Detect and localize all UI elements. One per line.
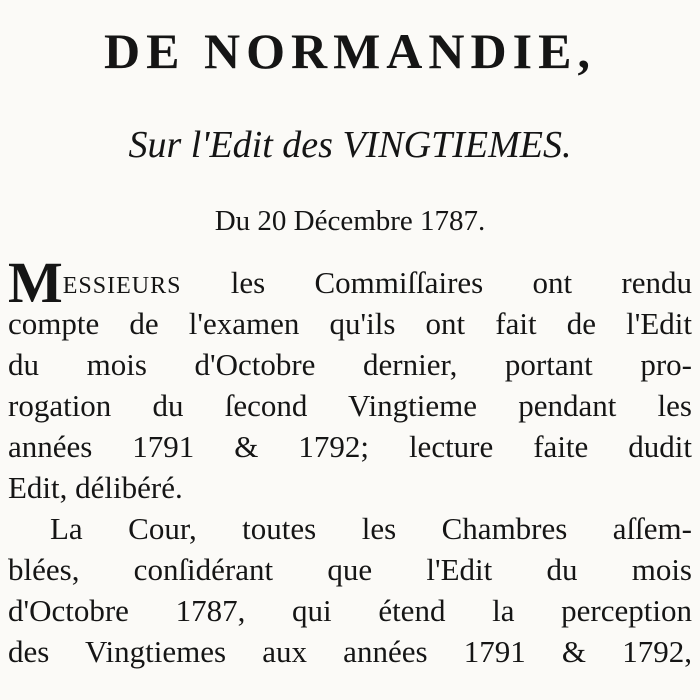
line-text: les Commiſſaires ont rendu — [181, 265, 692, 300]
paragraph-1-line-4: rogation du ſecond Vingtieme pendant les — [8, 388, 692, 423]
paragraph-1-line-2: compte de l'examen qu'ils ont fait de l'Edit — [8, 306, 692, 341]
paragraph-1-line-6: Edit, délibéré. — [8, 470, 183, 505]
body-text — [8, 262, 692, 672]
subtitle: Sur l'Edit des VINGTIEMES. — [128, 124, 572, 166]
drop-cap: M — [8, 262, 63, 303]
paragraph-2-line-3: d'Octobre 1787, qui étend la perception — [8, 593, 692, 628]
paragraph-1-line-1 — [8, 262, 692, 303]
small-caps-word: ESSIEURS — [62, 273, 182, 299]
paragraph-2-line-2: blées, conſidérant que l'Edit du mois — [8, 552, 692, 587]
document-date: Du 20 Décembre 1787. — [214, 205, 486, 237]
page-title: DE NORMANDIE, — [104, 23, 596, 79]
paragraph-1-line-3: du mois d'Octobre dernier, portant pro- — [8, 347, 692, 382]
paragraph-2-line-1: La Cour, toutes les Chambres aſſem- — [50, 511, 692, 546]
paragraph-2-line-4: des Vingtiemes aux années 1791 & 1792, — [8, 634, 692, 669]
paragraph-1-line-5: années 1791 & 1792; lecture faite dudit — [8, 429, 692, 464]
